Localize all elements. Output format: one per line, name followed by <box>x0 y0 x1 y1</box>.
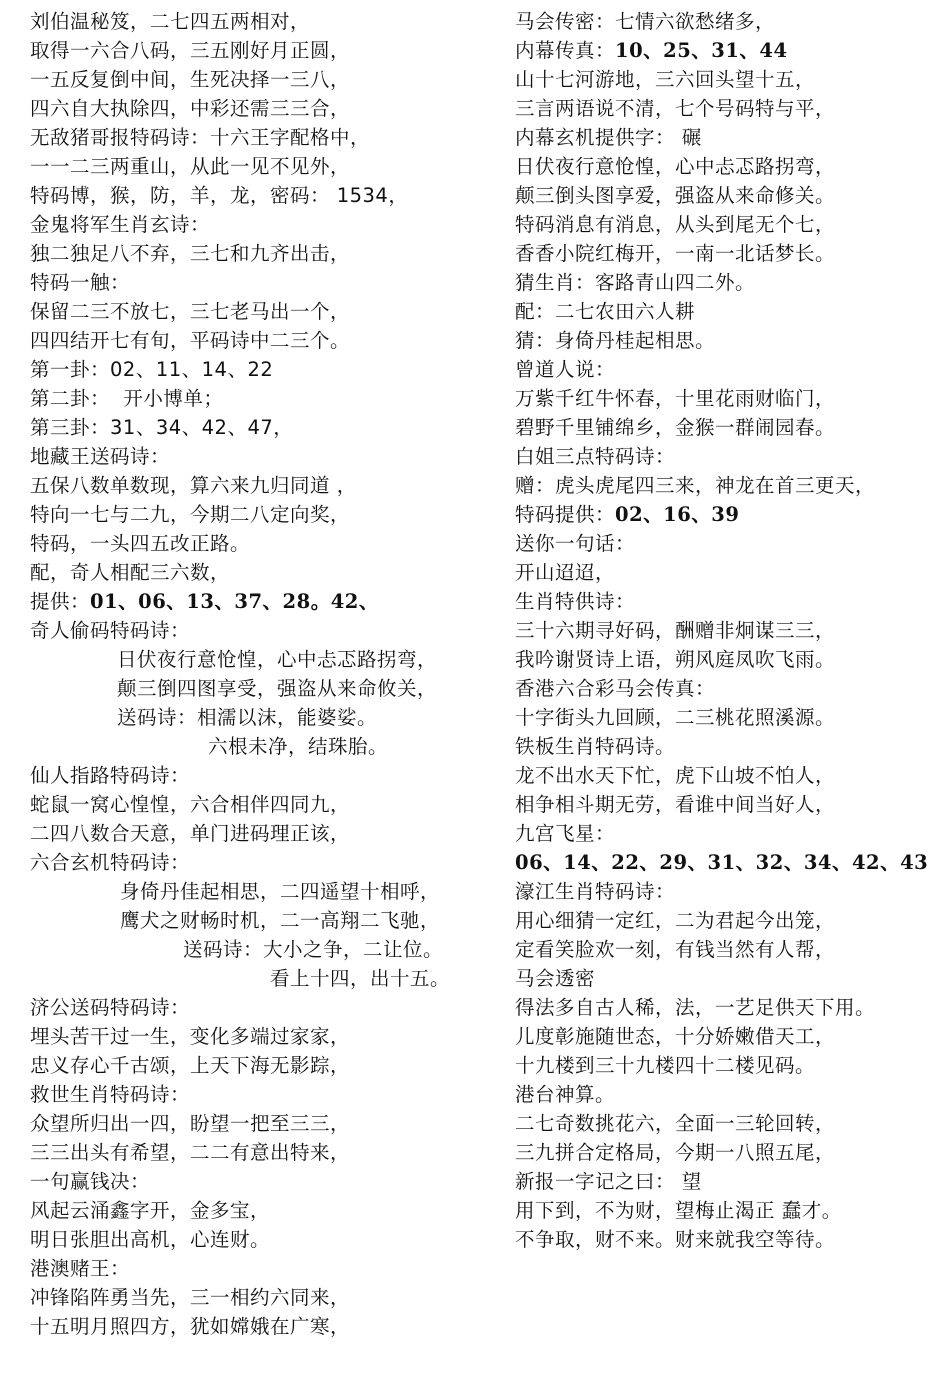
section-heading: 送你一句话： <box>515 532 636 555</box>
section-heading: 奇人偷码特码诗： <box>30 619 191 642</box>
text-line: 颠三倒头图享爱，强盗从来命修关。 <box>515 184 836 207</box>
text-line: 特码消息有消息，从头到尾无个七， <box>515 213 836 236</box>
left-column <box>30 7 490 1341</box>
text-line: 四四结开七有旬，平码诗中二三个。 <box>30 329 351 352</box>
text-line: 山十七河游地，三六回头望十五， <box>515 68 816 91</box>
section-heading: 救世生肖特码诗： <box>30 1083 191 1106</box>
text-line: 香香小院红梅开，一南一北话梦长。 <box>515 242 836 265</box>
text-line: 赠：虎头虎尾四三来，神龙在首三更天， <box>515 474 876 497</box>
section-heading: 九宫飞星： <box>515 822 616 845</box>
section-heading: 地藏王送码诗： <box>30 445 171 468</box>
section-heading: 济公送码特码诗： <box>30 996 191 1019</box>
text-line: 配，奇人相配三六数， <box>30 561 231 584</box>
text-line: 十字街头九回顾，二三桃花照溪源。 <box>515 706 836 729</box>
text-line: 埋头苦干过一生，变化多端过家家， <box>30 1025 351 1048</box>
section-heading: 生肖特供诗： <box>515 590 636 613</box>
text-line: 猜生肖：客路青山四二外。 <box>515 271 756 294</box>
section-heading: 金鬼将军生肖玄诗： <box>30 213 211 236</box>
section-heading: 特码一触： <box>30 271 131 294</box>
numbers-value: 06、14、22、29、31、32、34、42、43 <box>515 851 929 874</box>
text-line: 我吟谢贤诗上语，朔风庭凤吹飞雨。 <box>515 648 836 671</box>
text-line: 特码，一头四五改正路。 <box>30 532 251 555</box>
text-line: 三言两语说不清，七个号码特与平， <box>515 97 836 120</box>
text-line: 忠义存心千古颂，上天下海无影踪， <box>30 1054 351 1077</box>
text-line: 冲锋陷阵勇当先，三一相约六同来， <box>30 1286 351 1309</box>
text-line: 第二卦： 开小博单； <box>30 387 224 410</box>
section-heading: 香港六合彩马会传真： <box>515 677 716 700</box>
section-heading: 港澳赌王： <box>30 1257 131 1280</box>
text-line: 一五反复倒中间，生死决择一三八， <box>30 68 351 91</box>
text-line: 送码诗：相濡以沫，能婆娑。 <box>117 706 378 729</box>
text-line: 十九楼到三十九楼四十二楼见码。 <box>515 1054 816 1077</box>
text-line: 十五明月照四方，犹如嫦娥在广寒， <box>30 1315 351 1338</box>
text-line: 开山迢迢， <box>515 561 616 584</box>
text-line: 定看笑脸欢一刻，有钱当然有人帮， <box>515 938 836 961</box>
text-line: 龙不出水天下忙，虎下山坡不怕人， <box>515 764 836 787</box>
numbers-label: 特码提供： <box>515 503 616 526</box>
section-heading: 铁板生肖特码诗。 <box>515 735 676 758</box>
text-line: 五保八数单数现，算六来九归同道 ， <box>30 474 357 497</box>
text-line: 不争取，财不来。财来就我空等待。 <box>515 1228 836 1251</box>
text-line: 猜：身倚丹桂起相思。 <box>515 329 716 352</box>
text-line: 颠三倒四图享受，强盗从来命攸关， <box>117 677 438 700</box>
section-heading: 六合玄机特码诗： <box>30 851 191 874</box>
text-line: 马会传密：七情六欲愁绪多， <box>515 10 776 33</box>
text-line: 用下到，不为财，望梅止渴正 蠢才。 <box>515 1199 842 1222</box>
text-line: 日伏夜行意怆惶，心中忐忑路拐弯， <box>515 155 836 178</box>
section-heading: 仙人指路特码诗： <box>30 764 191 787</box>
text-line: 蛇鼠一窝心惶惶，六合相伴四同九， <box>30 793 351 816</box>
section-heading: 曾道人说： <box>515 358 616 381</box>
text-line: 儿度彰施随世态，十分娇嫩借天工， <box>515 1025 836 1048</box>
text-line: 第三卦：31、34、42、47， <box>30 416 294 439</box>
numbers-label: 提供： <box>30 590 91 613</box>
text-line: 用心细猜一定红，二为君起今出笼， <box>515 909 836 932</box>
text-line: 独二独足八不弃，三七和九齐出击， <box>30 242 351 265</box>
text-line: 相争相斗期无劳，看谁中间当好人， <box>515 793 836 816</box>
numbers-line <box>30 587 490 616</box>
section-heading: 白姐三点特码诗： <box>515 445 676 468</box>
text-line: 二七奇数挑花六，全面一三轮回转， <box>515 1112 836 1135</box>
text-line: 送码诗：大小之争，二让位。 <box>183 938 444 961</box>
text-line: 新报一字记之曰： 望 <box>515 1170 702 1193</box>
section-heading: 马会透密 <box>515 967 596 990</box>
text-line: 四六自大执除四，中彩还需三三合， <box>30 97 351 120</box>
text-line: 刘伯温秘笈，二七四五两相对， <box>30 10 311 33</box>
numbers-line <box>515 36 933 65</box>
text-line: 身倚丹佳起相思，二四遥望十相呼， <box>120 880 441 903</box>
section-heading: 濠江生肖特码诗： <box>515 880 676 903</box>
text-line: 特向一七与二九，今期二八定向奖， <box>30 503 351 526</box>
numbers-label: 内幕传真： <box>515 39 616 62</box>
text-line: 三九拼合定格局，今期一八照五尾， <box>515 1141 836 1164</box>
text-line: 众望所归出一四，盼望一把至三三， <box>30 1112 351 1135</box>
text-line: 看上十四，出十五。 <box>270 967 451 990</box>
text-line: 保留二三不放七，三七老马出一个， <box>30 300 351 323</box>
text-line: 六根未净，结珠胎。 <box>208 735 389 758</box>
right-column <box>515 7 933 1254</box>
text-line: 第一卦：02、11、14、22 <box>30 358 274 381</box>
text-line: 一一二三两重山，从此一见不见外， <box>30 155 351 178</box>
text-line: 特码博，猴，防，羊，龙，密码： 1534， <box>30 184 409 207</box>
numbers-line <box>515 500 933 529</box>
text-line: 鹰犬之财畅时机，二一高翔二飞驰， <box>120 909 441 932</box>
numbers-value: 02、16、39 <box>615 503 740 526</box>
section-heading: 一句赢钱决： <box>30 1170 151 1193</box>
text-line: 配：二七农田六人耕 <box>515 300 696 323</box>
numbers-value: 01、06、13、37、28。42、 <box>90 590 379 613</box>
section-heading: 港台神算。 <box>515 1083 616 1106</box>
numbers-value: 10、25、31、44 <box>615 39 788 62</box>
text-line: 碧野千里铺绵乡，金猴一群闹园春。 <box>515 416 836 439</box>
text-line: 内幕玄机提供字： 碾 <box>515 126 702 149</box>
text-line: 三十六期寻好码，酬赠非炯谋三三， <box>515 619 836 642</box>
text-line: 明日张胆出高机，心连财。 <box>30 1228 271 1251</box>
text-line: 无敌猪哥报特码诗：十六王字配格中， <box>30 126 371 149</box>
text-line: 风起云涌鑫字开，金多宝， <box>30 1199 271 1222</box>
text-line: 二四八数合天意，单门进码理正该， <box>30 822 351 845</box>
text-line: 三三出头有希望，二二有意出特来， <box>30 1141 351 1164</box>
text-line: 得法多自古人稀，法，一艺足供天下用。 <box>515 996 876 1019</box>
text-line: 取得一六合八码，三五刚好月正圆， <box>30 39 351 62</box>
text-line: 万紫千红牛怀春，十里花雨财临门， <box>515 387 836 410</box>
text-line: 日伏夜行意怆惶，心中忐忑路拐弯， <box>117 648 438 671</box>
numbers-line <box>515 848 933 877</box>
